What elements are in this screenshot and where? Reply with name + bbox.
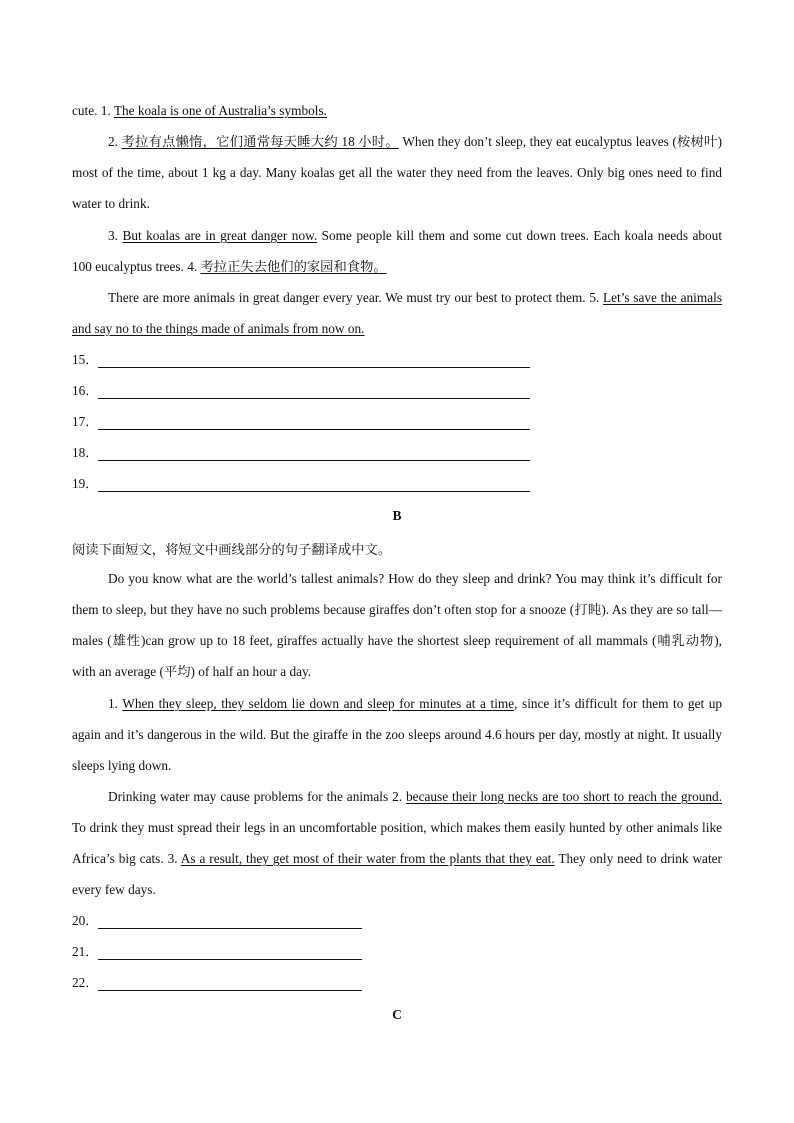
answer-line[interactable]	[98, 477, 530, 492]
passage-a-paragraph-2	[72, 126, 722, 219]
text: When they don’t sleep, they eat eucalyptus leaves (桉树叶) most of the time, about 1 kg a day. Many koalas get all the water they need from the leaves. Only big ones need to find water to drink.	[72, 134, 722, 211]
blank-number: 21．	[72, 944, 99, 959]
answer-blank-17[interactable]	[72, 410, 530, 430]
passage-b-paragraph-2	[72, 688, 722, 781]
answer-line[interactable]	[98, 415, 530, 430]
blank-number: 17．	[72, 414, 99, 429]
text: They only need to drink water every few days.	[72, 851, 722, 897]
blank-number: 15．	[72, 352, 99, 367]
underlined-sentence-1: The koala is one of Australia’s symbols.	[113, 103, 327, 118]
answer-line[interactable]	[98, 914, 362, 929]
text: Drinking water may cause problems for the animals 2.	[108, 789, 407, 804]
passage-a-paragraph-1	[72, 95, 722, 126]
answer-blank-18[interactable]	[72, 441, 530, 461]
underlined-sentence-b2: because their long necks are too short to reach the ground.	[406, 789, 722, 804]
underlined-sentence-4: 考拉正失去他们的家园和食物。	[200, 259, 387, 274]
text: 1.	[108, 696, 123, 711]
passage-a-paragraph-4	[72, 282, 722, 344]
blank-number: 16．	[72, 383, 99, 398]
answer-blank-20[interactable]	[72, 909, 362, 929]
underlined-sentence-3: But koalas are in great danger now.	[122, 228, 318, 243]
section-c-heading: C	[392, 1007, 402, 1022]
blank-number: 22．	[72, 975, 99, 990]
text: , since it’s difficult for them to get up again and it’s dangerous in the wild. But the giraffe in the zoo sleeps around 4.6 hours per day, mostly at night. It usually sleeps lying down.	[72, 696, 723, 773]
answer-line[interactable]	[98, 384, 530, 399]
underlined-sentence-5: Let’s save the animals and say no to the things made of animals from now on.	[72, 290, 722, 336]
answer-line[interactable]	[98, 446, 530, 461]
answer-blank-15[interactable]	[72, 348, 530, 368]
text: cute. 1.	[72, 103, 114, 118]
answer-line[interactable]	[98, 976, 362, 991]
text: Some people kill them and some cut down trees. Each koala needs about 100 eucalyptus trees. 4.	[72, 228, 723, 274]
answer-blank-21[interactable]	[72, 940, 362, 960]
text: 2.	[108, 134, 122, 149]
answer-blank-16[interactable]	[72, 379, 530, 399]
passage-a-paragraph-3	[72, 220, 722, 282]
underlined-sentence-b3: As a result, they get most of their water from the plants that they eat.	[180, 851, 555, 866]
blank-number: 20．	[72, 913, 99, 928]
answer-blank-22[interactable]	[72, 971, 362, 991]
passage-b-paragraph-3	[72, 781, 722, 905]
text: To drink they must spread their legs in an uncomfortable position, which makes them easily hunted by other animals like Africa’s big cats. 3.	[72, 820, 722, 866]
blank-number: 18．	[72, 445, 99, 460]
passage-b-paragraph-1: Do you know what are the world’s tallest animals? How do they sleep and drink? You may think it’s difficult for them to sleep, but they have no such problems because giraffes don’t often stop for a snooze (打盹). As they are so tall—males (雄性)can grow up to 18 feet, giraffes actually have the shortest sleep requirement of all mammals (哺乳动物), with an average (平均) of half an hour a day.	[72, 571, 722, 679]
section-b-heading: B	[392, 508, 402, 523]
underlined-sentence-b1: When they sleep, they seldom lie down and sleep for minutes at a time	[122, 696, 515, 711]
text: There are more animals in great danger every year. We must try our best to protect them. 5.	[108, 290, 604, 305]
text: 3.	[108, 228, 123, 243]
answer-blank-19[interactable]	[72, 472, 530, 492]
blank-number: 19．	[72, 476, 99, 491]
answer-line[interactable]	[98, 945, 362, 960]
underlined-sentence-2: 考拉有点懒惰，它们通常每天睡大约 18 小时。	[121, 134, 399, 149]
section-b-instruction: 阅读下面短文，将短文中画线部分的句子翻译成中文。	[72, 543, 392, 558]
answer-line[interactable]	[98, 353, 530, 368]
